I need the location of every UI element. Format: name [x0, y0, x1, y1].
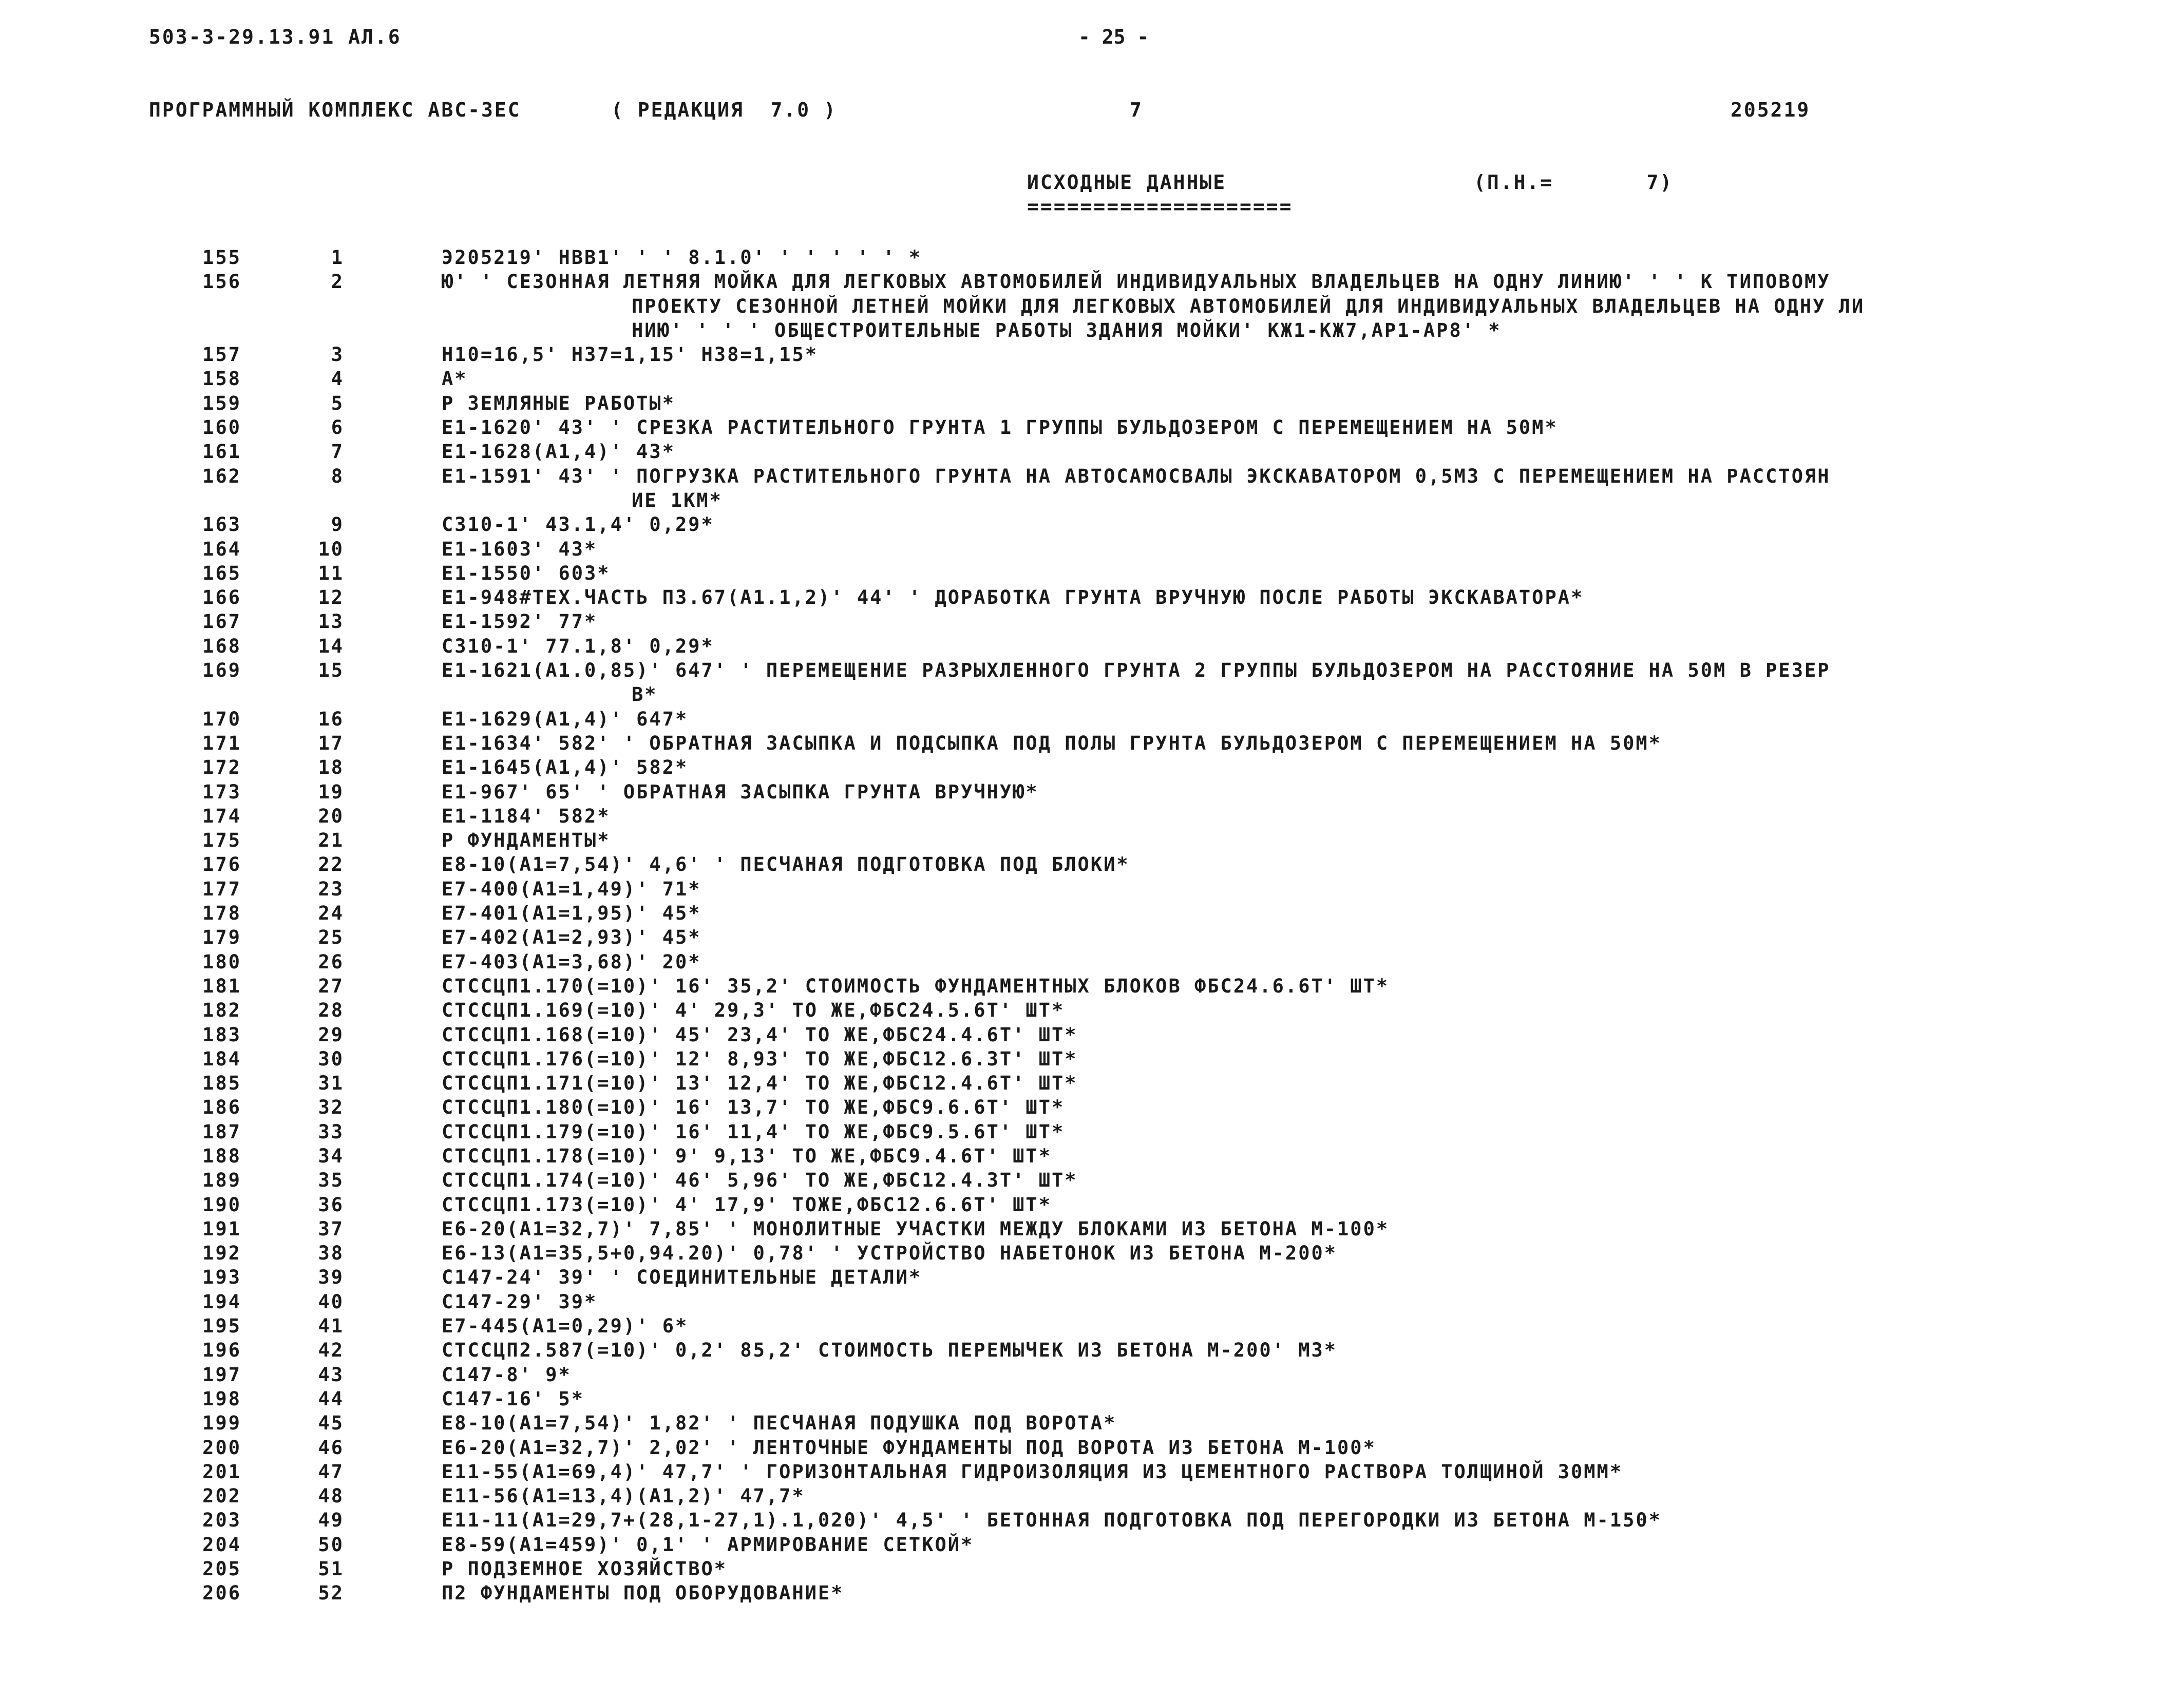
record-text: Е6-20(А1=32,7)' 2,02' ' ЛЕНТОЧНЫЕ ФУНДАМЕНТЫ ПОД ВОРОТА ИЗ БЕТОНА М-100* — [442, 1436, 1376, 1459]
record-text: СТССЦП1.171(=10)' 13' 12,4' ТО ЖЕ,ФБС12.4.6Т' ШТ* — [442, 1072, 1078, 1095]
item-number: 3 — [331, 344, 344, 366]
record-text: А* — [442, 368, 468, 390]
record-text-continuation: ИЕ 1КМ* — [632, 489, 723, 511]
listing-row — [0, 610, 2184, 635]
item-number: 44 — [318, 1387, 344, 1410]
record-text: СТССЦП1.178(=10)' 9' 9,13' ТО ЖЕ,ФБС9.4.6Т' ШТ* — [442, 1144, 1052, 1167]
line-number: 196 — [202, 1339, 241, 1362]
record-text: Е1-1184' 582* — [442, 805, 611, 827]
listing-row — [0, 1194, 2184, 1218]
listing-row — [0, 1048, 2184, 1072]
record-text-continuation: ПРОЕКТУ СЕЗОННОЙ ЛЕТНЕЙ МОЙКИ ДЛЯ ЛЕГКОВЫХ АВТОМОБИЛЕЙ ДЛЯ ИНДИВИДУАЛЬНЫХ ВЛАДЕЛЬЦЕВ НА ОДНУ ЛИ — [632, 295, 1865, 317]
item-number: 28 — [318, 999, 344, 1022]
record-text: Е7-402(А1=2,93)' 45* — [442, 926, 701, 949]
listing-row — [0, 829, 2184, 853]
pn-label-text: (П.Н.= — [1474, 171, 1554, 194]
item-number: 8 — [331, 465, 344, 487]
record-text: Е8-59(А1=459)' 0,1' ' АРМИРОВАНИЕ СЕТКОЙ* — [442, 1533, 974, 1556]
listing-row — [0, 1145, 2184, 1169]
listing-row — [0, 902, 2184, 926]
record-text: Е1-1629(А1,4)' 647* — [442, 708, 689, 730]
record-text: СТССЦП1.170(=10)' 16' 35,2' СТОИМОСТЬ ФУНДАМЕНТНЫХ БЛОКОВ ФБС24.6.6Т' ШТ* — [442, 975, 1390, 997]
line-number: 172 — [202, 756, 241, 779]
item-number: 47 — [318, 1460, 344, 1483]
record-text-continuation: В* — [632, 683, 658, 706]
line-number: 170 — [202, 708, 241, 730]
record-text: Е1-1628(А1,4)' 43* — [442, 441, 675, 463]
line-number: 202 — [202, 1485, 241, 1508]
item-number: 50 — [318, 1533, 344, 1556]
item-number: 42 — [318, 1339, 344, 1362]
line-number: 155 — [202, 246, 241, 269]
line-number: 177 — [202, 877, 241, 900]
listing-row — [0, 1242, 2184, 1266]
listing-row — [0, 951, 2184, 975]
document-code: 503-3-29.13.91 АЛ.6 — [149, 26, 402, 48]
line-number: 174 — [202, 805, 241, 827]
record-text: СТССЦП1.173(=10)' 4' 17,9' ТОЖЕ,ФБС12.6.6Т' ШТ* — [442, 1193, 1052, 1216]
item-number: 21 — [318, 829, 344, 852]
record-text: Э205219' НВВ1' ' ' 8.1.0' ' ' ' ' ' * — [442, 246, 922, 269]
line-number: 178 — [202, 902, 241, 925]
item-number: 48 — [318, 1485, 344, 1508]
line-number: 193 — [202, 1266, 241, 1289]
line-number: 168 — [202, 635, 241, 657]
listing-row — [0, 1218, 2184, 1242]
item-number: 23 — [318, 877, 344, 900]
listing-row — [0, 926, 2184, 950]
listing-row — [0, 1072, 2184, 1096]
record-text: Е1-1592' 77* — [442, 610, 598, 633]
item-number: 5 — [331, 392, 344, 414]
item-number: 46 — [318, 1436, 344, 1459]
record-text: Е1-1621(А1.0,85)' 647' ' ПЕРЕМЕЩЕНИЕ РАЗРЫХЛЕННОГО ГРУНТА 2 ГРУППЫ БУЛЬДОЗЕРОМ НА РАССТОЯНИЕ НА 50М В РЕЗЕР — [442, 659, 1831, 682]
line-number: 192 — [202, 1242, 241, 1265]
item-number: 12 — [318, 586, 344, 609]
listing-row — [0, 999, 2184, 1023]
line-number: 206 — [202, 1582, 241, 1605]
item-number: 20 — [318, 805, 344, 827]
record-text: Е1-1591' 43' ' ПОГРУЗКА РАСТИТЕЛЬНОГО ГРУНТА НА АВТОСАМОСВАЛЫ ЭКСКАВАТОРОМ 0,5М3 С ПЕРЕМЕЩЕНИЕМ НА РАССТОЯН — [442, 465, 1831, 487]
line-number: 204 — [202, 1533, 241, 1556]
listing-row — [0, 1485, 2184, 1509]
line-number: 157 — [202, 344, 241, 366]
record-text: Е1-948#ТЕХ.ЧАСТЬ П3.67(А1.1,2)' 44' ' ДОРАБОТКА ГРУНТА ВРУЧНУЮ ПОСЛЕ РАБОТЫ ЭКСКАВАТОРА* — [442, 586, 1584, 609]
listing-row — [0, 392, 2184, 416]
page-number: - 25 - — [1078, 26, 1149, 48]
line-number: 199 — [202, 1412, 241, 1435]
record-text: СТССЦП2.587(=10)' 0,2' 85,2' СТОИМОСТЬ ПЕРЕМЫЧЕК ИЗ БЕТОНА М-200' М3* — [442, 1339, 1338, 1362]
listing-row — [0, 1412, 2184, 1436]
item-number: 51 — [318, 1558, 344, 1580]
line-number: 183 — [202, 1023, 241, 1046]
item-number: 32 — [318, 1096, 344, 1119]
record-text: СТССЦП1.176(=10)' 12' 8,93' ТО ЖЕ,ФБС12.6.3Т' ШТ* — [442, 1047, 1078, 1070]
listing-row — [0, 368, 2184, 392]
item-number: 13 — [318, 610, 344, 633]
line-number: 188 — [202, 1144, 241, 1167]
record-text: Е6-13(А1=35,5+0,94.20)' 0,78' ' УСТРОЙСТВО НАБЕТОНОК ИЗ БЕТОНА М-200* — [442, 1242, 1338, 1265]
listing-row — [0, 513, 2184, 538]
pn-value: 7) — [1646, 171, 1674, 194]
listing-row — [0, 975, 2184, 999]
item-number: 39 — [318, 1266, 344, 1289]
record-text: С147-29' 39* — [442, 1290, 598, 1313]
record-text: Е7-400(А1=1,49)' 71* — [442, 877, 701, 900]
listing-row — [0, 781, 2184, 805]
pn-label — [1474, 171, 1673, 194]
line-number: 189 — [202, 1169, 241, 1192]
record-text: С147-24' 39' ' СОЕДИНИТЕЛЬНЫЕ ДЕТАЛИ* — [442, 1266, 922, 1289]
item-number: 43 — [318, 1363, 344, 1386]
listing-row — [0, 1437, 2184, 1461]
line-number: 184 — [202, 1047, 241, 1070]
item-number: 14 — [318, 635, 344, 657]
item-number: 37 — [318, 1217, 344, 1240]
listing-row — [0, 562, 2184, 586]
line-number: 180 — [202, 950, 241, 973]
listing-row — [0, 1266, 2184, 1290]
line-number: 167 — [202, 610, 241, 633]
record-text: Е7-403(А1=3,68)' 20* — [442, 950, 701, 973]
record-text: С310-1' 77.1,8' 0,29* — [442, 635, 714, 657]
item-number: 19 — [318, 780, 344, 803]
item-number: 2 — [331, 271, 344, 293]
listing-row — [0, 1582, 2184, 1606]
item-number: 10 — [318, 538, 344, 560]
record-text: Е1-967' 65' ' ОБРАТНАЯ ЗАСЫПКА ГРУНТА ВРУЧНУЮ* — [442, 780, 1039, 803]
line-number: 161 — [202, 441, 241, 463]
listing-row — [0, 1534, 2184, 1558]
record-text: Е7-445(А1=0,29)' 6* — [442, 1315, 689, 1338]
listing-row — [0, 805, 2184, 829]
listing-row — [0, 659, 2184, 708]
listing-row — [0, 635, 2184, 659]
item-number: 24 — [318, 902, 344, 925]
data-listing — [0, 246, 2184, 1607]
listing-row — [0, 1364, 2184, 1388]
record-text: СТССЦП1.168(=10)' 45' 23,4' ТО ЖЕ,ФБС24.4.6Т' ШТ* — [442, 1023, 1078, 1046]
item-number: 25 — [318, 926, 344, 949]
listing-row — [0, 878, 2184, 902]
line-number: 195 — [202, 1315, 241, 1338]
listing-row — [0, 441, 2184, 465]
record-text: Е1-1620' 43' ' СРЕЗКА РАСТИТЕЛЬНОГО ГРУНТА 1 ГРУППЫ БУЛЬДОЗЕРОМ С ПЕРЕМЕЩЕНИЕМ НА 50М* — [442, 416, 1558, 439]
record-text: СТССЦП1.169(=10)' 4' 29,3' ТО ЖЕ,ФБС24.5.6Т' ШТ* — [442, 999, 1065, 1022]
record-text: СТССЦП1.174(=10)' 46' 5,96' ТО ЖЕ,ФБС12.4.3Т' ШТ* — [442, 1169, 1078, 1192]
line-number: 166 — [202, 586, 241, 609]
listing-row — [0, 538, 2184, 562]
record-text: Р ЗЕМЛЯНЫЕ РАБОТЫ* — [442, 392, 675, 414]
item-number: 40 — [318, 1290, 344, 1313]
line-number: 181 — [202, 975, 241, 997]
line-number: 190 — [202, 1193, 241, 1216]
line-number: 201 — [202, 1460, 241, 1483]
record-text: С310-1' 43.1,4' 0,29* — [442, 513, 714, 536]
listing-row — [0, 1169, 2184, 1193]
program-name: ПРОГРАММНЫЙ КОМПЛЕКС АВС-3ЕС — [149, 99, 521, 121]
line-number: 173 — [202, 780, 241, 803]
listing-row — [0, 1121, 2184, 1145]
listing-row — [0, 1558, 2184, 1582]
item-number: 6 — [331, 416, 344, 439]
line-number: 175 — [202, 829, 241, 852]
line-number: 200 — [202, 1436, 241, 1459]
listing-row — [0, 1291, 2184, 1315]
line-number: 179 — [202, 926, 241, 949]
record-text: Е1-1634' 582' ' ОБРАТНАЯ ЗАСЫПКА И ПОДСЫПКА ПОД ПОЛЫ ГРУНТА БУЛЬДОЗЕРОМ С ПЕРЕМЕЩЕНИЕМ НА 50М* — [442, 732, 1662, 754]
line-number: 187 — [202, 1120, 241, 1143]
listing-row — [0, 271, 2184, 344]
line-number: 185 — [202, 1072, 241, 1095]
item-number: 18 — [318, 756, 344, 779]
listing-row — [0, 1509, 2184, 1533]
item-number: 52 — [318, 1582, 344, 1605]
line-number: 186 — [202, 1096, 241, 1119]
line-number: 197 — [202, 1363, 241, 1386]
listing-row — [0, 1461, 2184, 1485]
line-number: 164 — [202, 538, 241, 560]
record-text: Е7-401(А1=1,95)' 45* — [442, 902, 701, 925]
listing-row — [0, 708, 2184, 732]
item-number: 16 — [318, 708, 344, 730]
record-text: Е8-10(А1=7,54)' 4,6' ' ПЕСЧАНАЯ ПОДГОТОВКА ПОД БЛОКИ* — [442, 853, 1130, 876]
record-text: П2 ФУНДАМЕНТЫ ПОД ОБОРУДОВАНИЕ* — [442, 1582, 844, 1605]
item-number: 22 — [318, 853, 344, 876]
listing-row — [0, 1024, 2184, 1048]
item-number: 41 — [318, 1315, 344, 1338]
record-text: Е1-1603' 43* — [442, 538, 598, 560]
item-number: 31 — [318, 1072, 344, 1095]
listing-row — [0, 1096, 2184, 1120]
record-text: Р ФУНДАМЕНТЫ* — [442, 829, 611, 852]
record-text: СТССЦП1.180(=10)' 16' 13,7' ТО ЖЕ,ФБС9.6.6Т' ШТ* — [442, 1096, 1065, 1119]
item-number: 4 — [331, 368, 344, 390]
line-number: 165 — [202, 562, 241, 584]
listing-row — [0, 465, 2184, 514]
item-number: 45 — [318, 1412, 344, 1435]
record-text: Е8-10(А1=7,54)' 1,82' ' ПЕСЧАНАЯ ПОДУШКА ПОД ВОРОТА* — [442, 1412, 1117, 1435]
line-number: 160 — [202, 416, 241, 439]
item-number: 15 — [318, 659, 344, 682]
item-number: 11 — [318, 562, 344, 584]
line-number: 205 — [202, 1558, 241, 1580]
line-number: 194 — [202, 1290, 241, 1313]
item-number: 1 — [331, 246, 344, 269]
record-text: Е1-1550' 603* — [442, 562, 611, 584]
listing-row — [0, 756, 2184, 780]
project-number: 205219 — [1731, 99, 1811, 121]
item-number: 9 — [331, 513, 344, 536]
record-text-continuation: НИЮ' ' ' ' ОБЩЕСТРОИТЕЛЬНЫЕ РАБОТЫ ЗДАНИЯ МОЙКИ' КЖ1-КЖ7,АР1-АР8' * — [632, 319, 1502, 341]
line-number: 163 — [202, 513, 241, 536]
record-text: Ю' ' СЕЗОННАЯ ЛЕТНЯЯ МОЙКА ДЛЯ ЛЕГКОВЫХ АВТОМОБИЛЕЙ ИНДИВИДУАЛЬНЫХ ВЛАДЕЛЬЦЕВ НА ОДНУ ЛИНИЮ' ' ' К ТИПОВОМУ — [442, 271, 1831, 293]
line-number: 191 — [202, 1217, 241, 1240]
line-number: 182 — [202, 999, 241, 1022]
listing-row — [0, 586, 2184, 610]
record-text: СТССЦП1.179(=10)' 16' 11,4' ТО ЖЕ,ФБС9.5.6Т' ШТ* — [442, 1120, 1065, 1143]
listing-row — [0, 344, 2184, 368]
record-text: Е11-55(А1=69,4)' 47,7' ' ГОРИЗОНТАЛЬНАЯ ГИДРОИЗОЛЯЦИЯ ИЗ ЦЕМЕНТНОГО РАСТВОРА ТОЛЩИНОЙ 30ММ* — [442, 1460, 1623, 1483]
item-number: 17 — [318, 732, 344, 754]
item-number: 7 — [331, 441, 344, 463]
item-number: 29 — [318, 1023, 344, 1046]
item-number: 36 — [318, 1193, 344, 1216]
program-edition: ( РЕДАКЦИЯ 7.0 ) — [611, 99, 837, 121]
listing-row — [0, 1339, 2184, 1363]
record-text: Е1-1645(А1,4)' 582* — [442, 756, 689, 779]
line-number: 156 — [202, 271, 241, 293]
line-number: 198 — [202, 1387, 241, 1410]
listing-row — [0, 416, 2184, 441]
item-number: 26 — [318, 950, 344, 973]
listing-row — [0, 1315, 2184, 1339]
line-number: 158 — [202, 368, 241, 390]
item-number: 49 — [318, 1509, 344, 1532]
sheet-number: 7 — [1130, 99, 1143, 121]
line-number: 169 — [202, 659, 241, 682]
record-text: Е6-20(А1=32,7)' 7,85' ' МОНОЛИТНЫЕ УЧАСТКИ МЕЖДУ БЛОКАМИ ИЗ БЕТОНА М-100* — [442, 1217, 1390, 1240]
listing-row — [0, 1388, 2184, 1412]
record-text: Р ПОДЗЕМНОЕ ХОЗЯЙСТВО* — [442, 1558, 728, 1580]
section-title-underline: ==================== — [1027, 195, 1293, 218]
listing-row — [0, 246, 2184, 271]
listing-row — [0, 732, 2184, 756]
section-title: ИСХОДНЫЕ ДАННЫЕ — [1027, 171, 1227, 194]
record-text: Е11-11(А1=29,7+(28,1-27,1).1,020)' 4,5' ' БЕТОННАЯ ПОДГОТОВКА ПОД ПЕРЕГОРОДКИ ИЗ БЕТОНА М-150* — [442, 1509, 1662, 1532]
record-text: С147-16' 5* — [442, 1387, 585, 1410]
listing-row — [0, 853, 2184, 877]
item-number: 27 — [318, 975, 344, 997]
item-number: 38 — [318, 1242, 344, 1265]
line-number: 171 — [202, 732, 241, 754]
record-text: Е11-56(А1=13,4)(А1,2)' 47,7* — [442, 1485, 805, 1508]
line-number: 176 — [202, 853, 241, 876]
record-text: Н10=16,5' Н37=1,15' Н38=1,15* — [442, 344, 819, 366]
item-number: 33 — [318, 1120, 344, 1143]
line-number: 203 — [202, 1509, 241, 1532]
line-number: 159 — [202, 392, 241, 414]
record-text: С147-8' 9* — [442, 1363, 572, 1386]
line-number: 162 — [202, 465, 241, 487]
item-number: 34 — [318, 1144, 344, 1167]
item-number: 30 — [318, 1047, 344, 1070]
item-number: 35 — [318, 1169, 344, 1192]
